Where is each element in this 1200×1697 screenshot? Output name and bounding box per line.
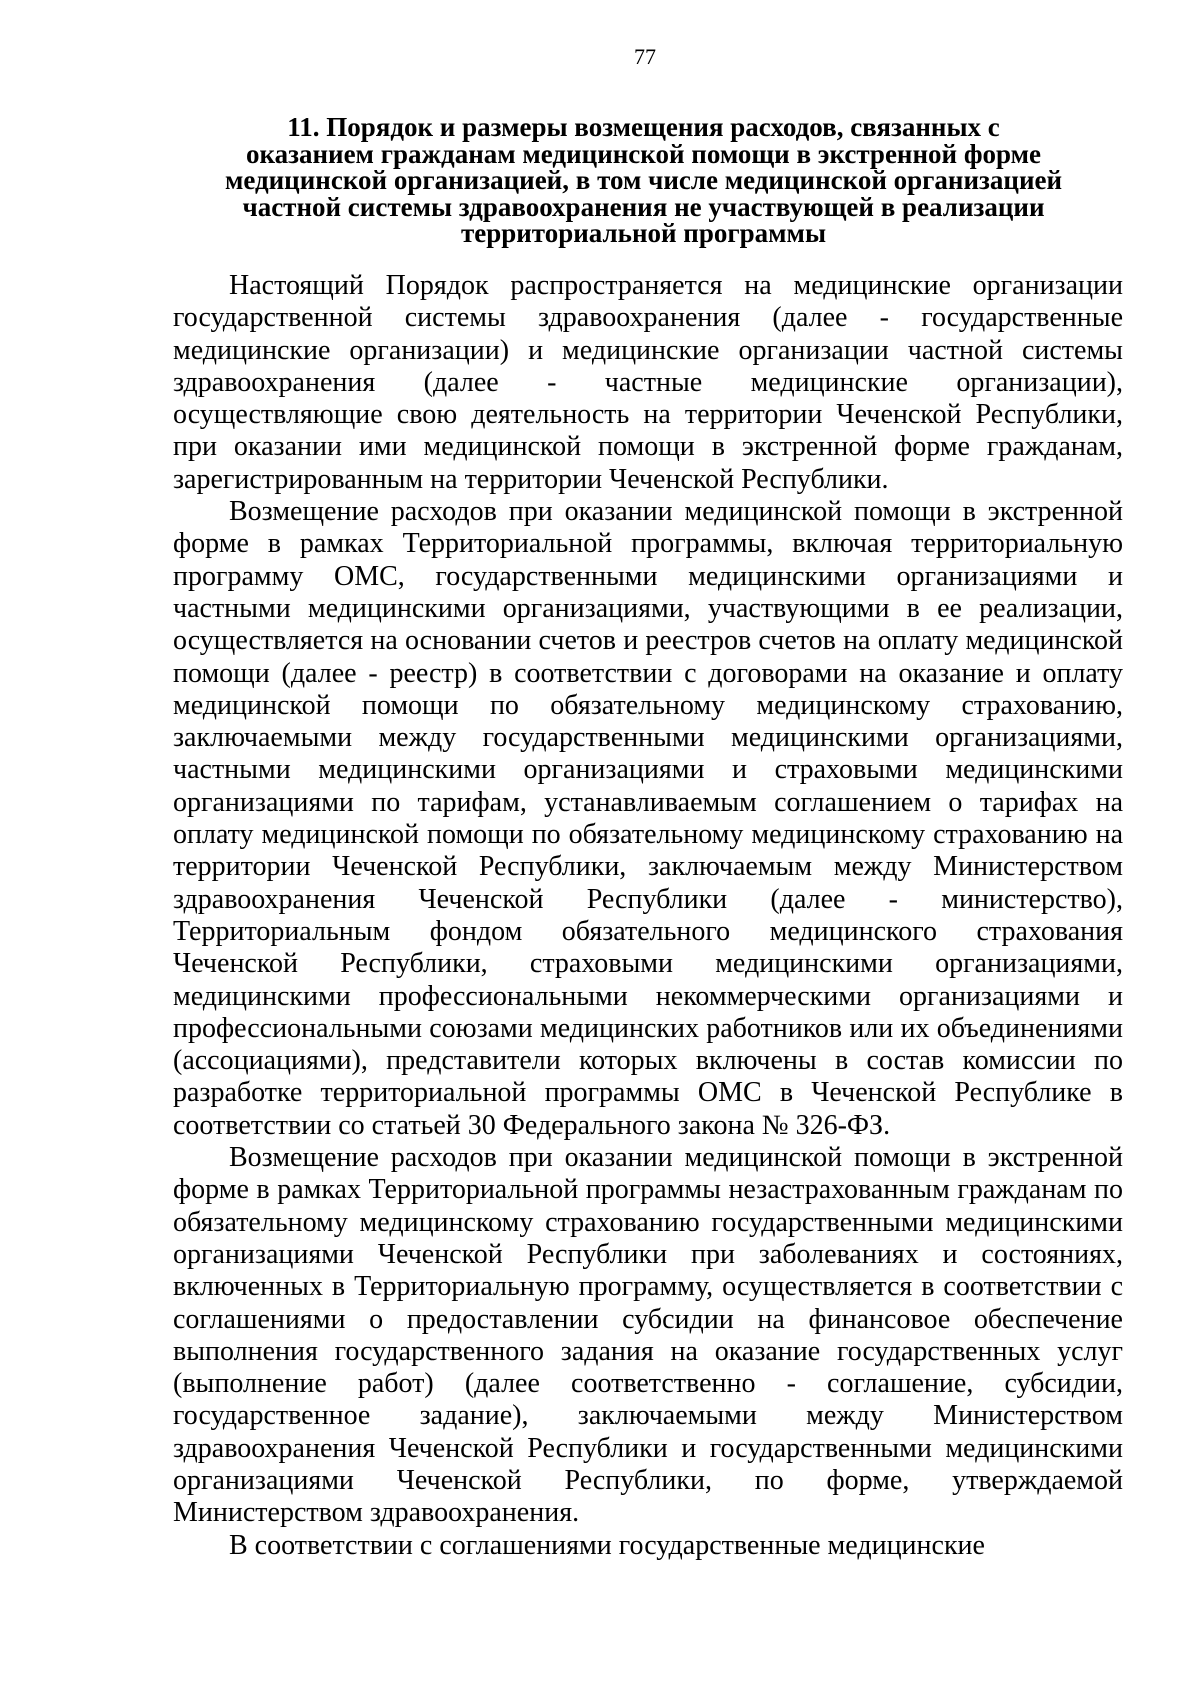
paragraph-scope: Настоящий Порядок распространяется на медицинские организации государственной системы здравоохранения (далее - государственные медицинские организации) и медицинские организации частной системы здравоохранения (далее - частные медицинские организации), осуществляющие свою деятельность на территории Чеченской Республики, при оказании ими медицинской помощи в экстренной форме гражданам, зарегистрированным на территории Чеченской Республики.: [173, 270, 1123, 495]
heading-line: 11. Порядок и размеры возмещения расходов, связанных с: [287, 112, 1000, 142]
document-body: [173, 270, 1123, 1562]
heading-line: частной системы здравоохранения не участвующей в реализации: [242, 191, 1045, 222]
section-heading: [160, 114, 1127, 247]
heading-line: оказанием гражданам медицинской помощи в экстренной форме: [245, 138, 1042, 169]
heading-line: территориальной программы: [460, 218, 827, 248]
paragraph-uninsured-reimbursement: Возмещение расходов при оказании медицинской помощи в экстренной форме в рамках Территориальной программы незастрахованным гражданам по обязательному медицинскому страхованию государственными медицинскими организациями Чеченской Республики при заболеваниях и состояниях, включенных в Территориальную программу, осуществляется в соответствии с соглашениями о предоставлении субсидии на финансовое обеспечение выполнения государственного задания на оказание государственных услуг (выполнение работ) (далее соответственно - соглашение, субсидии, государственное задание), заключаемыми между Министерством здравоохранения Чеченской Республики и государственными медицинскими организациями Чеченской Республики, по форме, утверждаемой Министерством здравоохранения.: [173, 1142, 1123, 1529]
page-number: 77: [634, 44, 656, 69]
paragraph-insured-reimbursement: Возмещение расходов при оказании медицинской помощи в экстренной форме в рамках Территориальной программы, включая территориальную программу ОМС, государственными медицинскими организациями и частными медицинскими организациями, участвующими в ее реализации, осуществляется на основании счетов и реестров счетов на оплату медицинской помощи (далее - реестр) в соответствии с договорами на оказание и оплату медицинской помощи по обязательному медицинскому страхованию, заключаемыми между государственными медицинскими организациями, частными медицинскими организациями и страховыми медицинскими организациями по тарифам, устанавливаемым соглашением о тарифах на оплату медицинской помощи по обязательному медицинскому страхованию на территории Чеченской Республики, заключаемым между Министерством здравоохранения Чеченской Республики (далее - министерство), Территориальным фондом обязательного медицинского страхования Чеченской Республики, страховыми медицинскими организациями, медицинскими профессиональными некоммерческими организациями и профессиональными союзами медицинских работников или их объединениями (ассоциациями), представители которых включены в состав комиссии по разработке территориальной программы ОМС в Чеченской Республике в соответствии со статьей 30 Федерального закона № 326-ФЗ.: [173, 496, 1123, 1141]
paragraph-continued: В соответствии с соглашениями государственные медицинские: [229, 1529, 985, 1561]
heading-line: медицинской организацией, в том числе медицинской организацией: [224, 165, 1063, 195]
